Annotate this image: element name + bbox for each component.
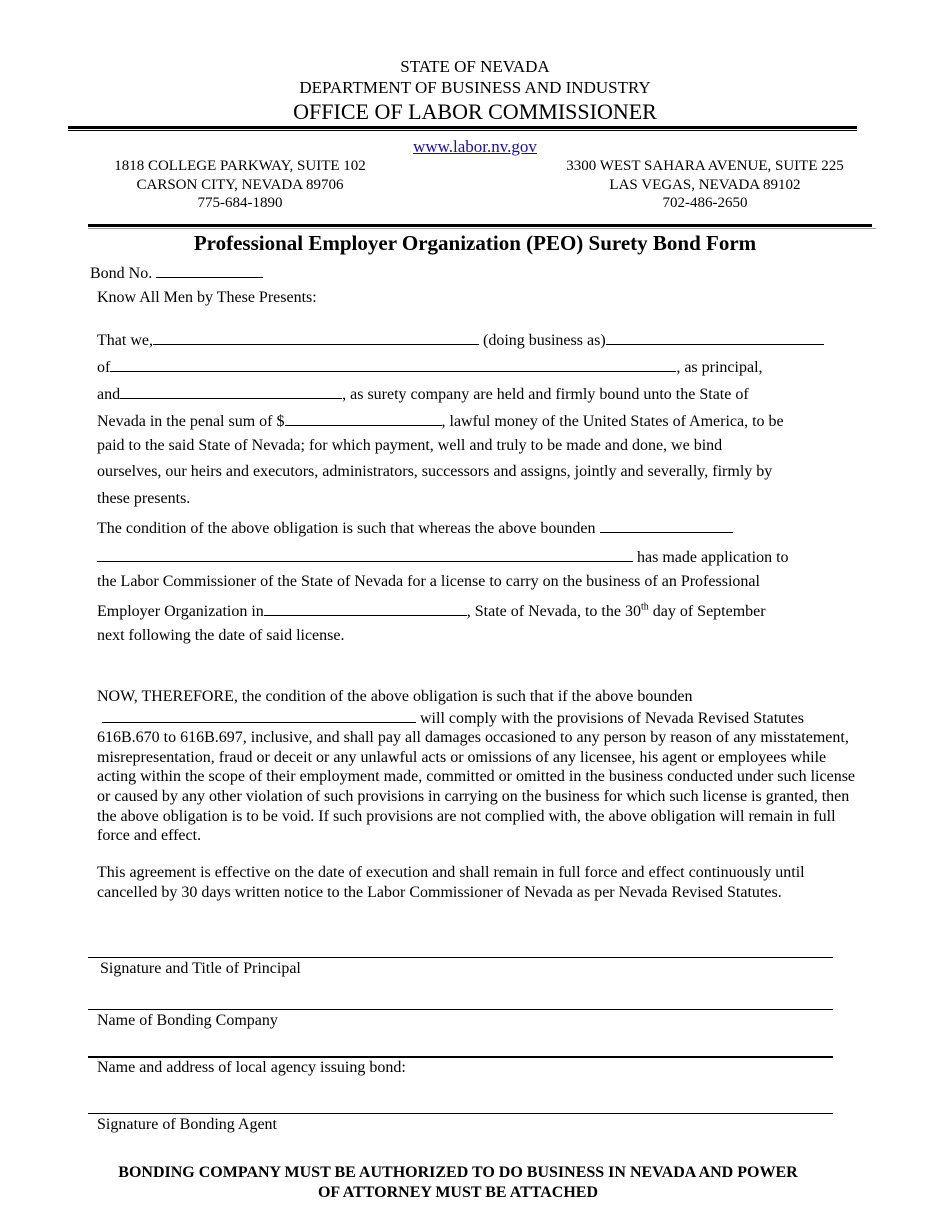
website-link[interactable]: www.labor.nv.gov	[413, 137, 537, 156]
footer-line-1: BONDING COMPANY MUST BE AUTHORIZED TO DO BUSINESS IN NEVADA AND POWER	[118, 1164, 798, 1181]
dba-label: (doing business as)	[482, 332, 606, 349]
that-we-row	[97, 329, 824, 350]
bonding-company-line[interactable]	[88, 1009, 833, 1010]
now-therefore-paragraph	[97, 687, 857, 846]
principal-name-field[interactable]	[153, 329, 479, 345]
website-row	[0, 137, 950, 157]
surety-company-field[interactable]	[120, 383, 342, 399]
penal-sum-field[interactable]	[285, 410, 442, 426]
penal-sum-label: Nevada in the penal sum of $	[97, 413, 285, 430]
and-label: and	[97, 386, 121, 403]
surety-row	[97, 383, 749, 404]
office-right-address2: LAS VEGAS, NEVADA 89102	[609, 176, 801, 193]
dba-field[interactable]	[606, 329, 824, 345]
header-rule-top-thin	[68, 130, 857, 131]
as-principal-text: , as principal,	[676, 359, 763, 376]
form-title: Professional Employer Organization (PEO) Surety Bond Form	[193, 231, 757, 255]
office-right-address1: 3300 WEST SAHARA AVENUE, SUITE 225	[566, 158, 844, 174]
office-left-address1: 1818 COLLEGE PARKWAY, SUITE 102	[114, 158, 366, 174]
lawful-money-text: , lawful money of the United States of America, to be	[441, 413, 784, 430]
office-left-address2: CARSON CITY, NEVADA 89706	[136, 176, 344, 193]
bond-no-row	[90, 262, 263, 283]
labor-commissioner-text: the Labor Commissioner of the State of Nevada for a license to carry on the business of an Professional	[97, 573, 760, 590]
header-rule-bottom-thin	[88, 228, 876, 229]
of-label: of	[97, 359, 111, 376]
application-row	[97, 546, 789, 567]
local-agency-line[interactable]	[88, 1056, 833, 1058]
sig-principal-line[interactable]	[88, 957, 833, 958]
september-text: day of September	[648, 603, 766, 620]
principal-address-field[interactable]	[110, 356, 676, 372]
state-heading: STATE OF NEVADA	[400, 57, 550, 76]
employer-org-row	[97, 600, 766, 621]
header-rule-top	[68, 126, 857, 129]
bond-no-label: Bond No.	[90, 265, 153, 282]
penal-sum-row	[97, 410, 784, 431]
paid-text: paid to the said State of Nevada; for which payment, well and truly to be made and done, we bind	[97, 437, 723, 454]
state-text: , State of Nevada, to the 30	[466, 603, 641, 620]
condition-row	[97, 517, 733, 538]
employer-org-label: Employer Organization in	[97, 603, 264, 620]
bounden-field-3[interactable]	[102, 707, 416, 723]
ordinal-suffix: th	[640, 601, 649, 613]
footer-notice	[0, 1163, 916, 1203]
office-left	[90, 157, 390, 213]
ourselves-text: ourselves, our heirs and executors, administrators, successors and assigns, jointly and severally, firmly by	[97, 463, 773, 480]
office-right-phone: 702-486-2650	[662, 195, 748, 211]
condition-text: The condition of the above obligation is such that whereas the above bounden	[97, 520, 596, 537]
know-all-text: Know All Men by These Presents:	[97, 289, 317, 306]
header-rule-bottom	[88, 224, 872, 227]
next-following-text: next following the date of said license.	[97, 627, 345, 644]
county-field[interactable]	[264, 600, 467, 616]
bounden-field-1[interactable]	[600, 517, 733, 533]
of-row	[97, 356, 763, 377]
that-we-label: That we,	[97, 332, 153, 349]
presents-text: these presents.	[97, 490, 191, 507]
has-made-text: has made application to	[637, 549, 789, 566]
sig-agent-label: Signature of Bonding Agent	[97, 1116, 277, 1133]
local-agency-label: Name and address of local agency issuing bond:	[97, 1059, 406, 1076]
office-left-phone: 775-684-1890	[197, 195, 283, 211]
will-comply-text: will comply with the provisions of Nevada Revised Statutes 616B.670 to 616B.697, inclusive, and shall pay all damages occasioned to any person by reason of any misstatement, misrepresentation, fraud or deceit or any unlawful acts or omissions of any licensee, his agent or employees while acting within the scope of their employment made, committed or omitted in the business conducted under such license or caused by any other violation of such provisions in carrying on the business for which such license is granted, then the above obligation is to be void. If such provisions are not complied with, the above obligation will remain in full force and effect.	[97, 709, 856, 845]
footer-line-2: OF ATTORNEY MUST BE ATTACHED	[317, 1184, 599, 1201]
bonding-company-label: Name of Bonding Company	[97, 1012, 278, 1029]
bounden-field-2[interactable]	[97, 546, 633, 562]
department-heading: DEPARTMENT OF BUSINESS AND INDUSTRY	[299, 78, 651, 97]
sig-principal-label: Signature and Title of Principal	[100, 960, 301, 977]
office-right	[540, 157, 870, 213]
office-heading: OFFICE OF LABOR COMMISSIONER	[293, 99, 657, 124]
now-therefore-text: NOW, THEREFORE, the condition of the above obligation is such that if the above bounden	[97, 688, 693, 705]
surety-text: , as surety company are held and firmly bound unto the State of	[342, 386, 749, 403]
agreement-paragraph: This agreement is effective on the date of execution and shall remain in full force and effect continuously until cancelled by 30 days written notice to the Labor Commissioner of Nevada as per Nevada Revised Statutes.	[97, 864, 805, 901]
bond-no-field[interactable]	[156, 262, 263, 278]
sig-agent-line[interactable]	[88, 1113, 833, 1114]
